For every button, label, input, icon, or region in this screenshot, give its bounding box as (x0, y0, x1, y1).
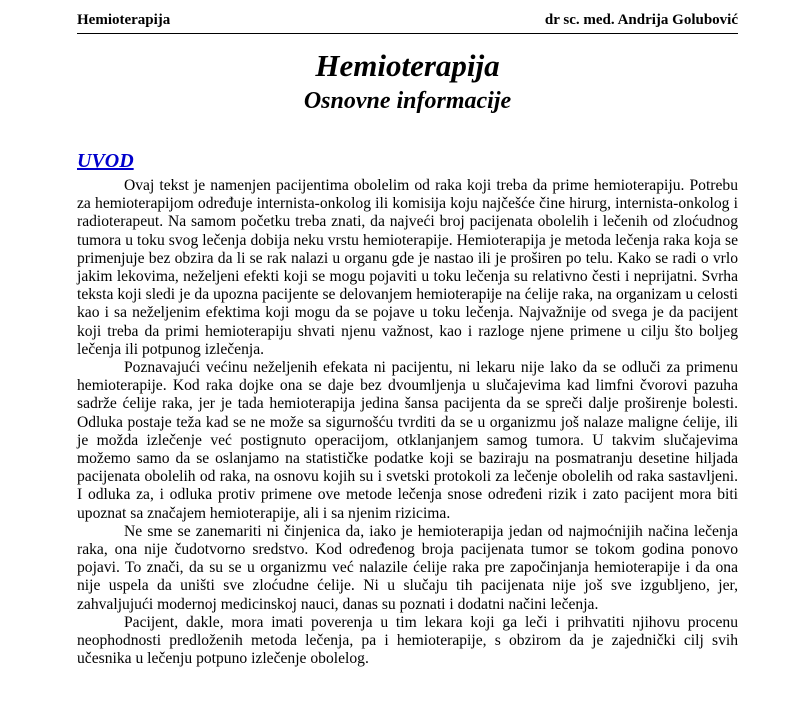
header-author: dr sc. med. Andrija Golubović (544, 12, 738, 28)
paragraph: Pacijent, dakle, mora imati poverenja u tim lekara koji ga leči i prihvatiti njihovu procenu neophodnosti predloženih metoda lečenja, pa i hemioterapije, s obzirom da je zajednički cilj svih učesnika u lečenju potpuno izlečenje obolelog. (77, 613, 738, 668)
running-header (77, 11, 738, 34)
page-subtitle: Osnovne informacije (303, 88, 512, 114)
paragraph: Ovaj tekst je namenjen pacijentima obolelim od raka koji treba da prime hemioterapiju. Potrebu za hemioterapijom određuje internista-onkolog ili komisija koju najčešće čine hirurg, internista-onkolog i radioterapeut. Na samom početku treba znati, da najveći broj pacijenata obolelih i lečenih od zloćudnog tumora u toku svog lečenja dobija neku vrstu hemioterapije. Hemioterapija je metoda lečenja raka koja se primenjuje bez obzira da li se rak nalazi u organu gde je nastao ili je proširen po telu. Kako se radi o vrlo jakim lekovima, neželjeni efekti koji se mogu pojaviti u toku lečenja su relativno česti i neprijatni. Svrha teksta koji sledi je da upozna pacijente se delovanjem hemioterapije na ćelije raka, na organizam u celosti kao i sa neželjenim efektima koji mogu da se pojave u toku lečenja. Najvažnije od svega je da pacijent koji treba da primi hemioterapiju shvati njenu važnost, kao i razloge njene primene u cilju što boljeg lečenja ili potpunog izlečenja. (77, 177, 738, 358)
paragraph: Poznavajući većinu neželjenih efekata ni pacijentu, ni lekaru nije lako da se odluči za primenu hemioterapije. Kod raka dojke ona se daje bez dvoumljenja u slučajevima kad limfni čvorovi pazuha sadrže ćelije raka, jer je tada hemioterapija jedina šansa pacijenta da se spreči dalje proširenje bolesti. Odluka postaje teža kad se ne može sa sigurnošću tvrditi da se u organizmu još nalaze maligne ćelije, ili je možda izlečenje već postignuto operacijom, otklanjanjem samog tumora. U takvim slučajevima možemo samo da se oslanjamo na statističke podatke koji se baziraju na posmatranju desetine hiljada pacijenata obolelih od raka, na osnovu kojih su i svetski protokoli za lečenje obolelih od raka sastavljeni. I odluka za, i odluka protiv primene ove metode lečenja snose određeni rizik i zato pacijent mora biti upoznat sa značajem hemioterapije, ali i sa njenim rizicima. (77, 359, 738, 522)
header-document-title: Hemioterapija (77, 12, 171, 28)
page-title: Hemioterapija (315, 48, 500, 83)
body-text (77, 177, 738, 668)
paragraph: Ne sme se zanemariti ni činjenica da, iako je hemioterapija jedan od najmoćnijih načina lečenja raka, ona nije čudotvorno sredstvo. Kod određenog broja pacijenata tumor se tokom godina ponovo pojavi. To znači, da su se u organizmu već nalazile ćelije raka pre započinjanja hemioterapije i da ona nije uspela da uništi sve zloćudne ćelije. Ni u slučaju tih pacijenata nije još sve izgubljeno, jer, zahvaljujući modernoj medicinskoj nauci, danas su poznati i dodatni načini lečenja. (77, 522, 738, 613)
section-heading-link[interactable]: UVOD (77, 150, 134, 172)
